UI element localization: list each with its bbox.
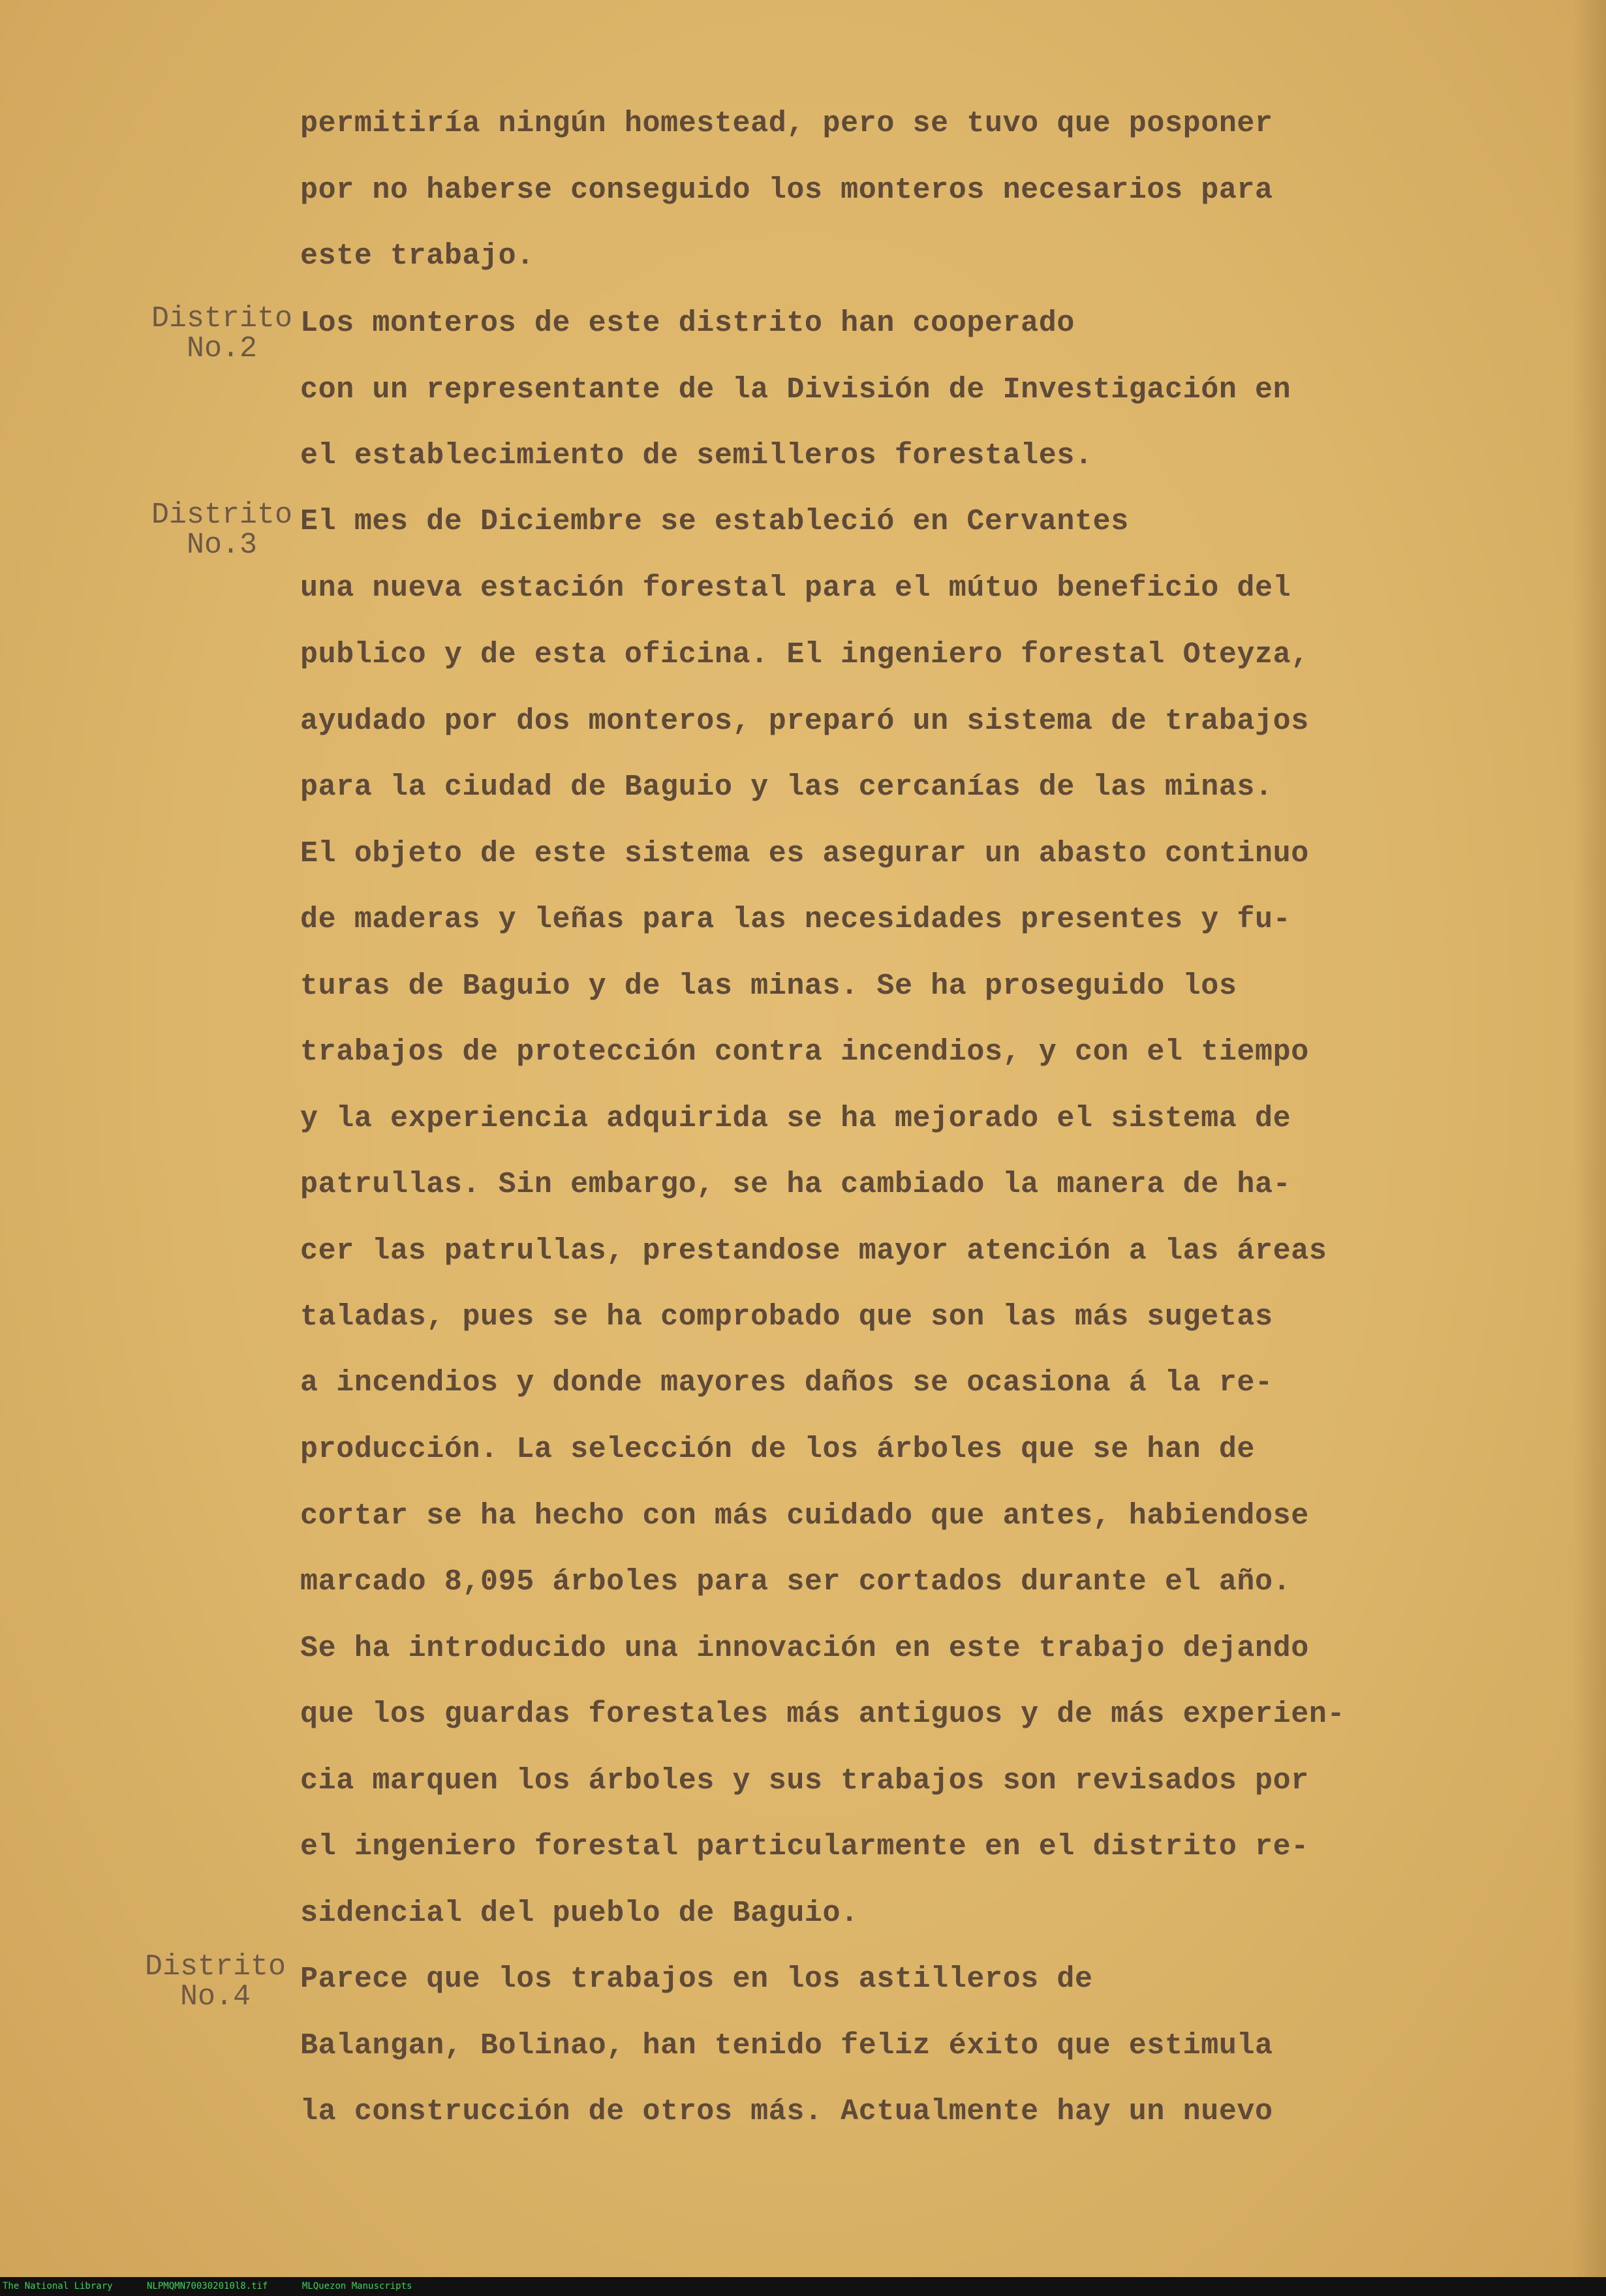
text-line: de maderas y leñas para las necesidades presentes y fu-: [300, 903, 1291, 936]
text-line: El objeto de este sistema es asegurar un abasto continuo: [300, 837, 1309, 870]
text-line: para la ciudad de Baguio y las cercanías de las minas.: [300, 771, 1273, 804]
text-line: sidencial del pueblo de Baguio.: [300, 1897, 859, 1930]
text-line: este trabajo.: [300, 239, 534, 273]
text-line: cer las patrullas, prestandose mayor atención a las áreas: [300, 1234, 1327, 1268]
text-line: taladas, pues se ha comprobado que son las más sugetas: [300, 1300, 1273, 1334]
text-line: producción. La selección de los árboles que se han de: [300, 1433, 1256, 1466]
text-line: ayudado por dos monteros, preparó un sistema de trabajos: [300, 705, 1309, 738]
footer-file: NLPMQMN700302010l8.tif: [147, 2281, 268, 2291]
footer-library: The National Library: [3, 2281, 113, 2291]
text-line: trabajos de protección contra incendios, y con el tiempo: [300, 1035, 1309, 1069]
margin-note-label: Distrito: [144, 1950, 286, 1983]
margin-note-number: No.4: [179, 1980, 251, 2013]
text-line: patrullas. Sin embargo, se ha cambiado la manera de ha-: [300, 1168, 1291, 1201]
text-line: a incendios y donde mayores daños se ocasiona á la re-: [300, 1366, 1273, 1400]
text-line: la construcción de otros más. Actualmente hay un nuevo: [300, 2095, 1273, 2128]
text-line: publico y de esta oficina. El ingeniero forestal Oteyza,: [300, 638, 1309, 671]
text-line: Parece que los trabajos en los astilleros de: [300, 1963, 1093, 1996]
margin-note-distrito-3: [124, 500, 320, 560]
text-line: con un representante de la División de Investigación en: [300, 373, 1291, 406]
text-line: cortar se ha hecho con más cuidado que antes, habiendose: [300, 1499, 1309, 1533]
text-line: cia marquen los árboles y sus trabajos son revisados por: [300, 1764, 1309, 1798]
text-line: turas de Baguio y de las minas. Se ha proseguido los: [300, 970, 1237, 1003]
text-line: el establecimiento de semilleros forestales.: [300, 439, 1093, 472]
text-line: Se ha introducido una innovación en este trabajo dejando: [300, 1632, 1309, 1665]
text-line: Balangan, Bolinao, han tenido feliz éxito que estimula: [300, 2029, 1273, 2062]
text-line: por no haberse conseguido los monteros necesarios para: [300, 174, 1273, 207]
margin-note-label: Distrito: [151, 498, 293, 532]
text-line: una nueva estación forestal para el mútuo beneficio del: [300, 572, 1291, 605]
scan-footer-bar: [0, 2277, 1606, 2296]
text-line: marcado 8,095 árboles para ser cortados durante el año.: [300, 1565, 1291, 1599]
text-line: El mes de Diciembre se estableció en Cervantes: [300, 505, 1129, 538]
footer-collection: MLQuezon Manuscripts: [301, 2281, 412, 2291]
margin-note-distrito-2: [124, 304, 320, 364]
text-line: y la experiencia adquirida se ha mejorado el sistema de: [300, 1102, 1291, 1135]
page-edge-shadow: [1573, 0, 1606, 2277]
text-line: Los monteros de este distrito han cooperado: [300, 307, 1075, 340]
text-line: el ingeniero forestal particularmente en el distrito re-: [300, 1830, 1309, 1863]
margin-note-label: Distrito: [151, 302, 293, 335]
margin-note-distrito-4: [117, 1952, 313, 2012]
text-line: que los guardas forestales más antiguos y de más experien-: [300, 1698, 1346, 1731]
text-line: permitiría ningún homestead, pero se tuvo que posponer: [300, 107, 1273, 140]
margin-note-number: No.2: [186, 332, 258, 365]
margin-note-number: No.3: [186, 528, 258, 562]
